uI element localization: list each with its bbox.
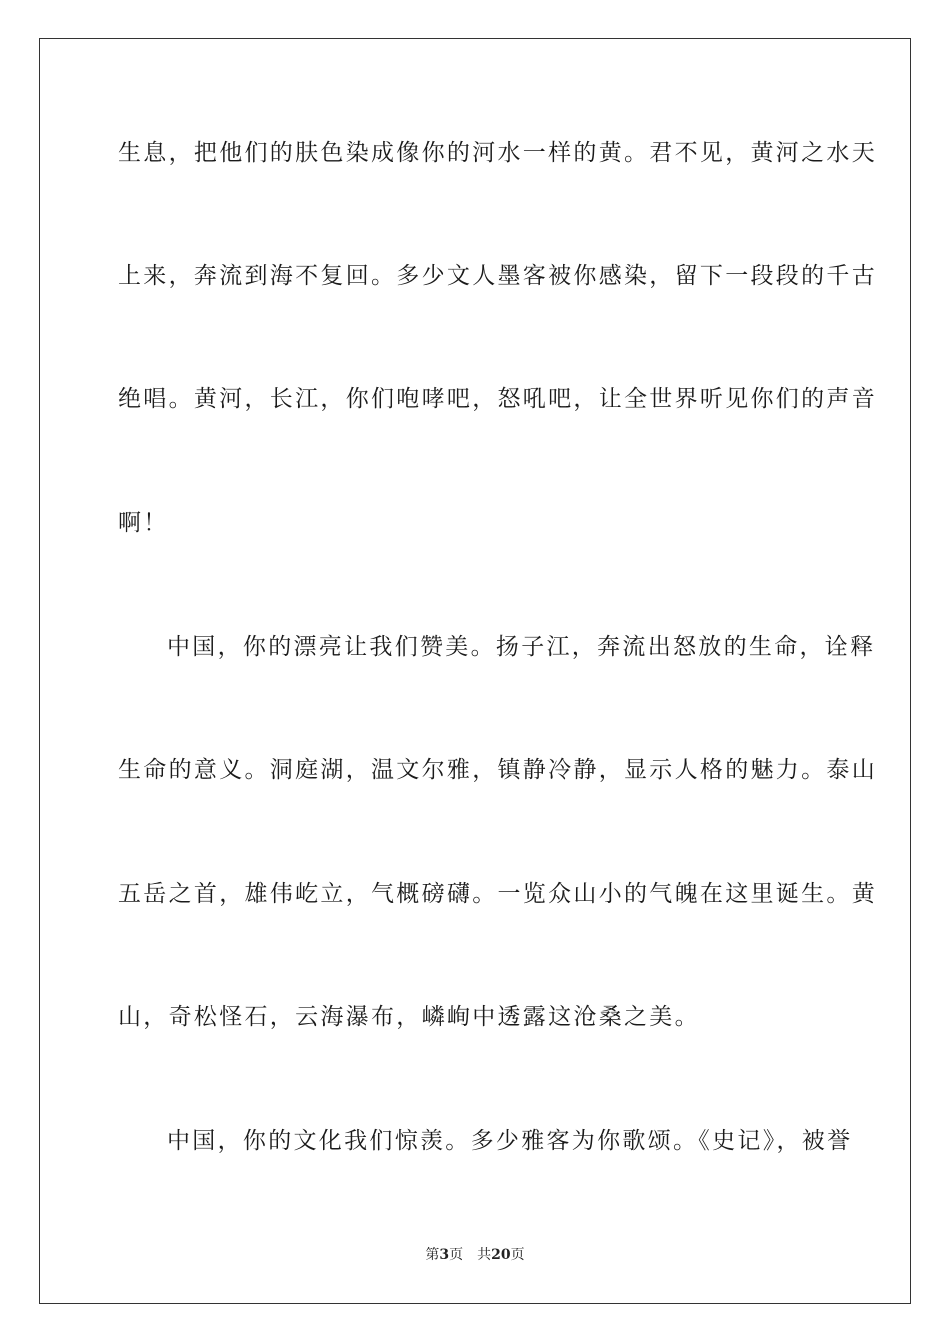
text-line-2: 上来，奔流到海不复回。多少文人墨客被你感染，留下一段段的千古	[118, 263, 877, 289]
page-label-prefix: 第	[425, 1247, 440, 1263]
page-footer	[0, 1246, 950, 1264]
total-label-prefix: 共	[477, 1247, 492, 1263]
paragraph-start-line-9: 中国，你的文化我们惊羡。多少雅客为你歌颂。《史记》，被誉	[167, 1128, 853, 1154]
page-label-suffix: 页	[449, 1247, 464, 1263]
total-pages: 20	[491, 1247, 511, 1263]
text-line-6: 生命的意义。洞庭湖，温文尔雅，镇静冷静，显示人格的魅力。泰山	[118, 757, 877, 783]
text-line-3: 绝唱。黄河，长江，你们咆哮吧，怒吼吧，让全世界听见你们的声音	[118, 386, 877, 412]
page-border	[39, 38, 911, 1304]
text-line-1: 生息，把他们的肤色染成像你的河水一样的黄。君不见，黄河之水天	[118, 140, 877, 166]
text-line-4: 啊！	[118, 510, 169, 536]
paragraph-start-line-5: 中国，你的漂亮让我们赞美。扬子江，奔流出怒放的生命，诠释	[167, 634, 876, 660]
page-number: 3	[439, 1247, 450, 1263]
text-line-7: 五岳之首，雄伟屹立，气概磅礴。一览众山小的气魄在这里诞生。黄	[118, 881, 877, 907]
total-label-suffix: 页	[510, 1247, 525, 1263]
text-line-8: 山，奇松怪石，云海瀑布，嶙峋中透露这沧桑之美。	[118, 1004, 700, 1030]
